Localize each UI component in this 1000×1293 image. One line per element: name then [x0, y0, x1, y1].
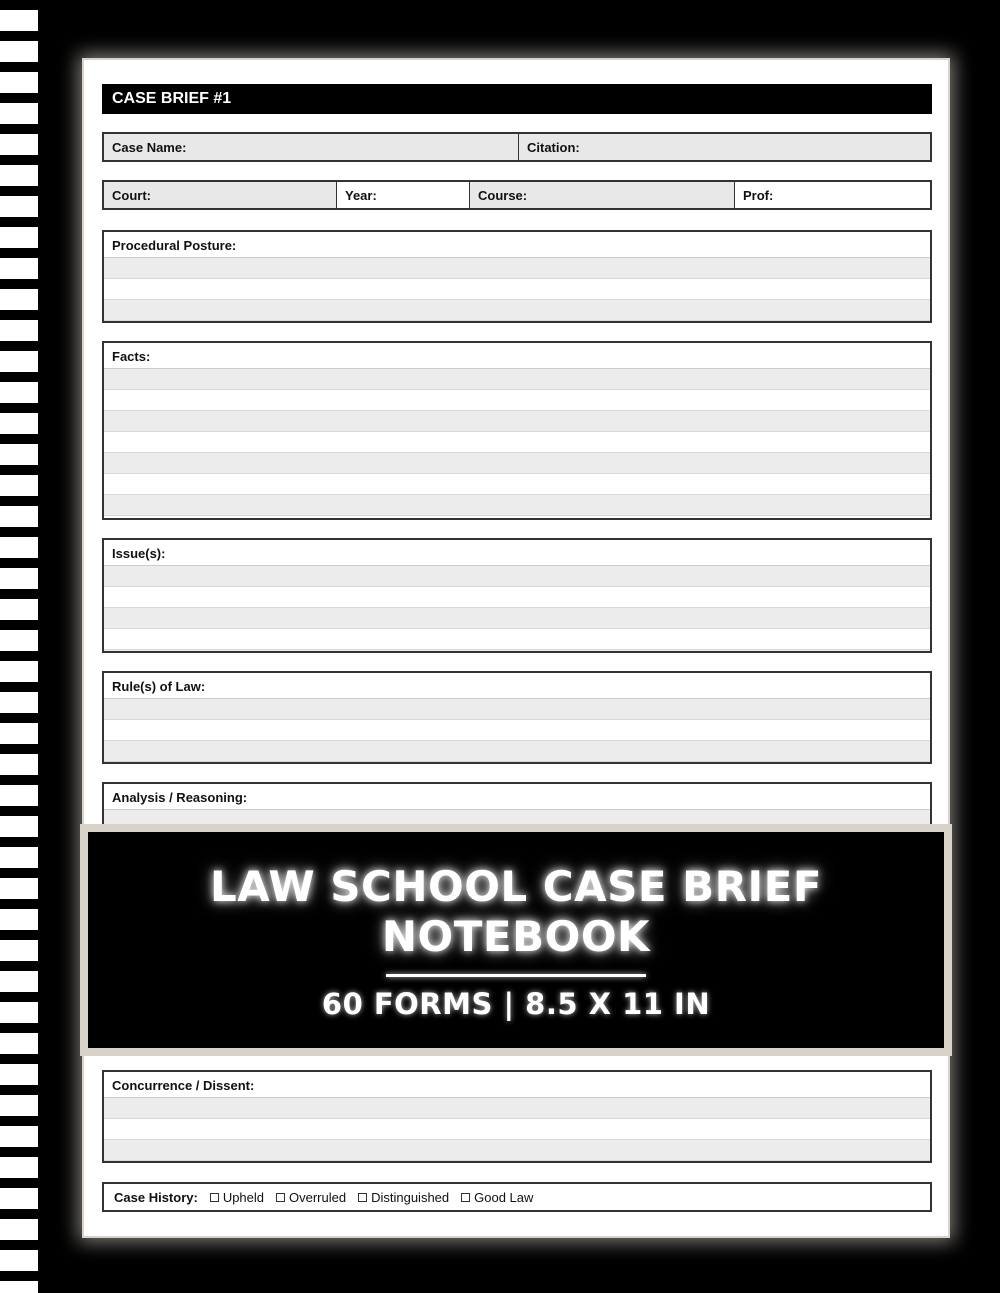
title-banner-inner: [88, 832, 944, 1048]
issues-lines[interactable]: [104, 566, 930, 651]
distinguished-label: Distinguished: [371, 1189, 450, 1205]
banner-title: [88, 832, 944, 962]
rules-label: Rule(s) of Law:: [104, 673, 930, 699]
concurrence-lines[interactable]: [104, 1098, 930, 1161]
good-law-label: Good Law: [474, 1189, 534, 1205]
facts-label: Facts:: [104, 343, 930, 369]
title-banner: [80, 824, 952, 1056]
analysis-label: Analysis / Reasoning:: [104, 784, 930, 810]
upheld-option[interactable]: [210, 1190, 264, 1205]
checkbox-icon[interactable]: [358, 1193, 367, 1202]
court-row: [102, 180, 932, 210]
banner-title-line1: LAW SCHOOL CASE BRIEF: [209, 862, 823, 911]
issues-section: [102, 538, 932, 653]
spiral-binding: [0, 0, 38, 1293]
form-page: [84, 60, 948, 1236]
case-name-field[interactable]: Case Name:: [104, 134, 519, 160]
distinguished-option[interactable]: [358, 1190, 449, 1205]
good-law-option[interactable]: [461, 1190, 533, 1205]
citation-field[interactable]: Citation:: [527, 140, 580, 155]
issues-label: Issue(s):: [104, 540, 930, 566]
court-field[interactable]: Court:: [104, 182, 337, 208]
procedural-posture-label: Procedural Posture:: [104, 232, 930, 258]
procedural-posture-lines[interactable]: [104, 258, 930, 321]
prof-field[interactable]: Prof:: [743, 188, 774, 203]
banner-title-line2: NOTEBOOK: [381, 912, 651, 961]
concurrence-label: Concurrence / Dissent:: [104, 1072, 930, 1098]
course-field[interactable]: Course:: [470, 182, 735, 208]
rules-lines[interactable]: [104, 699, 930, 762]
facts-section: [102, 341, 932, 520]
checkbox-icon[interactable]: [461, 1193, 470, 1202]
facts-lines[interactable]: [104, 369, 930, 518]
case-name-row: [102, 132, 932, 162]
checkbox-icon[interactable]: [210, 1193, 219, 1202]
case-brief-title: CASE BRIEF #1: [102, 84, 932, 114]
upheld-label: Upheld: [222, 1189, 265, 1205]
procedural-posture-section: [102, 230, 932, 323]
overruled-option[interactable]: [276, 1190, 346, 1205]
case-history-label: Case History:: [114, 1189, 198, 1205]
checkbox-icon[interactable]: [276, 1193, 285, 1202]
banner-divider: [386, 974, 646, 977]
concurrence-section: [102, 1070, 932, 1163]
year-field[interactable]: Year:: [337, 182, 470, 208]
banner-subtitle: 60 FORMS | 8.5 X 11 IN: [321, 987, 711, 1021]
rules-section: [102, 671, 932, 764]
overruled-label: Overruled: [289, 1189, 347, 1205]
case-history-row: [102, 1182, 932, 1212]
